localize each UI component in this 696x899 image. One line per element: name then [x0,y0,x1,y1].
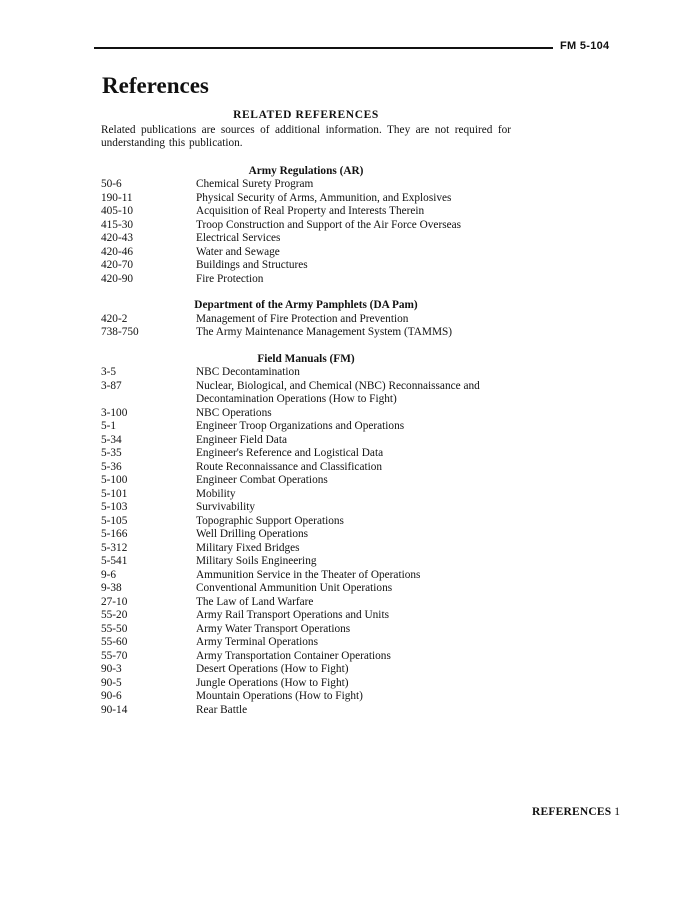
reference-row [101,259,511,273]
reference-row [101,582,511,596]
reference-row [101,663,511,677]
references-content [101,109,511,730]
reference-row [101,273,511,287]
reference-number: 5-36 [101,460,122,473]
reference-title: Route Reconnaissance and Classification [196,460,383,473]
section-title: Army Regulations (AR) [248,164,364,177]
reference-row [101,650,511,664]
reference-sections [101,165,511,718]
reference-title: Survivability [196,501,255,513]
manual-id: FM 5-104 [560,40,610,52]
reference-number: 3-5 [101,366,117,378]
header-rule [94,47,553,49]
reference-row [101,407,511,421]
related-references-heading: RELATED REFERENCES [233,109,379,121]
reference-title: Army Water Transport Operations [196,622,351,635]
reference-number: 27-10 [101,595,128,608]
section-title: Field Manuals (FM) [257,352,355,365]
intro-paragraph: Related publications are sources of additional information. They are not required for understanding this publication. [101,123,511,149]
reference-title: Rear Battle [196,703,248,716]
reference-title: NBC Operations [196,406,272,419]
reference-number: 5-541 [101,555,128,567]
reference-number: 5-34 [101,433,122,446]
reference-title: NBC Decontamination [196,366,300,378]
reference-number: 55-20 [101,609,128,621]
reference-title: Military Fixed Bridges [196,541,300,554]
reference-title: Topographic Support Operations [196,514,344,527]
reference-section [101,165,511,287]
reference-title: Engineer's Reference and Logistical Data [196,447,384,459]
reference-number: 90-3 [101,663,122,675]
reference-title: Management of Fire Protection and Prevention [196,312,409,325]
reference-row [101,515,511,529]
footer-label: REFERENCES [532,806,612,818]
reference-row [101,232,511,246]
reference-number: 420-90 [101,272,134,285]
reference-number: 405-10 [101,205,134,217]
reference-row [101,542,511,556]
reference-title: Jungle Operations (How to Fight) [196,676,349,689]
reference-row [101,246,511,260]
reference-title: Army Transportation Container Operations [196,649,391,662]
reference-number: 5-103 [101,501,128,513]
reference-number: 738-750 [101,326,139,338]
reference-title: The Law of Land Warfare [196,595,314,608]
reference-row [101,420,511,434]
reference-number: 90-14 [101,703,128,716]
reference-row [101,178,511,192]
reference-title: The Army Maintenance Management System (TAMMS) [196,326,453,338]
reference-number: 420-43 [101,232,134,244]
reference-row [101,192,511,206]
reference-number: 3-100 [101,406,128,419]
reference-title: Army Terminal Operations [196,636,318,648]
reference-number: 5-100 [101,474,128,486]
reference-row [101,704,511,718]
reference-title: Army Rail Transport Operations and Units [196,609,389,621]
reference-number: 90-5 [101,676,122,689]
reference-title: Electrical Services [196,232,281,244]
reference-number: 90-6 [101,690,122,702]
reference-number: 420-46 [101,245,134,258]
reference-title: Conventional Ammunition Unit Operations [196,582,393,594]
reference-title: Engineer Combat Operations [196,474,328,486]
reference-row [101,205,511,219]
reference-number: 55-60 [101,636,128,648]
reference-number: 5-105 [101,514,128,527]
reference-section [101,353,511,718]
reference-row [101,501,511,515]
page-footer [532,806,620,818]
reference-title: Desert Operations (How to Fight) [196,663,349,675]
reference-title: Engineer Field Data [196,433,287,446]
reference-row [101,474,511,488]
reference-number: 190-11 [101,191,133,204]
reference-number: 50-6 [101,178,122,190]
reference-title: Nuclear, Biological, and Chemical (NBC) Reconnaissance and Decontamination Operations (How to Fight) [196,379,480,405]
reference-title: Troop Construction and Support of the Air Force Overseas [196,218,462,231]
reference-title: Military Soils Engineering [196,555,317,567]
reference-title: Ammunition Service in the Theater of Operations [196,568,421,581]
reference-row [101,366,511,380]
reference-number: 5-35 [101,447,122,459]
reference-row [101,434,511,448]
reference-title: Buildings and Structures [196,259,308,271]
reference-row [101,326,511,340]
reference-row [101,447,511,461]
reference-row [101,623,511,637]
reference-number: 55-70 [101,649,128,662]
reference-row [101,609,511,623]
reference-title: Mountain Operations (How to Fight) [196,690,363,702]
reference-row [101,528,511,542]
reference-number: 9-38 [101,582,122,594]
reference-number: 3-87 [101,379,122,392]
reference-number: 5-101 [101,487,128,500]
reference-title: Mobility [196,487,236,500]
reference-row [101,461,511,475]
reference-row [101,677,511,691]
reference-number: 9-6 [101,568,117,581]
reference-title: Acquisition of Real Property and Interests Therein [196,205,425,217]
reference-row [101,488,511,502]
reference-title: Well Drilling Operations [196,528,309,540]
section-title: Department of the Army Pamphlets (DA Pam) [194,299,418,311]
reference-title: Chemical Surety Program [196,178,314,190]
reference-row [101,596,511,610]
reference-row [101,690,511,704]
reference-number: 5-1 [101,420,117,432]
reference-section [101,299,511,340]
reference-title: Water and Sewage [196,245,280,258]
reference-title: Engineer Troop Organizations and Operations [196,420,405,432]
page-number: 1 [614,806,620,818]
reference-number: 415-30 [101,218,134,231]
reference-title: Fire Protection [196,272,264,285]
reference-row [101,219,511,233]
page-title: References [102,73,209,98]
reference-number: 5-312 [101,541,128,554]
reference-row [101,313,511,327]
reference-row [101,555,511,569]
reference-number: 420-70 [101,259,134,271]
reference-number: 55-50 [101,622,128,635]
reference-number: 420-2 [101,312,128,325]
reference-row [101,636,511,650]
reference-number: 5-166 [101,528,128,540]
reference-row [101,569,511,583]
reference-row [101,380,511,407]
reference-title: Physical Security of Arms, Ammunition, and Explosives [196,191,452,204]
